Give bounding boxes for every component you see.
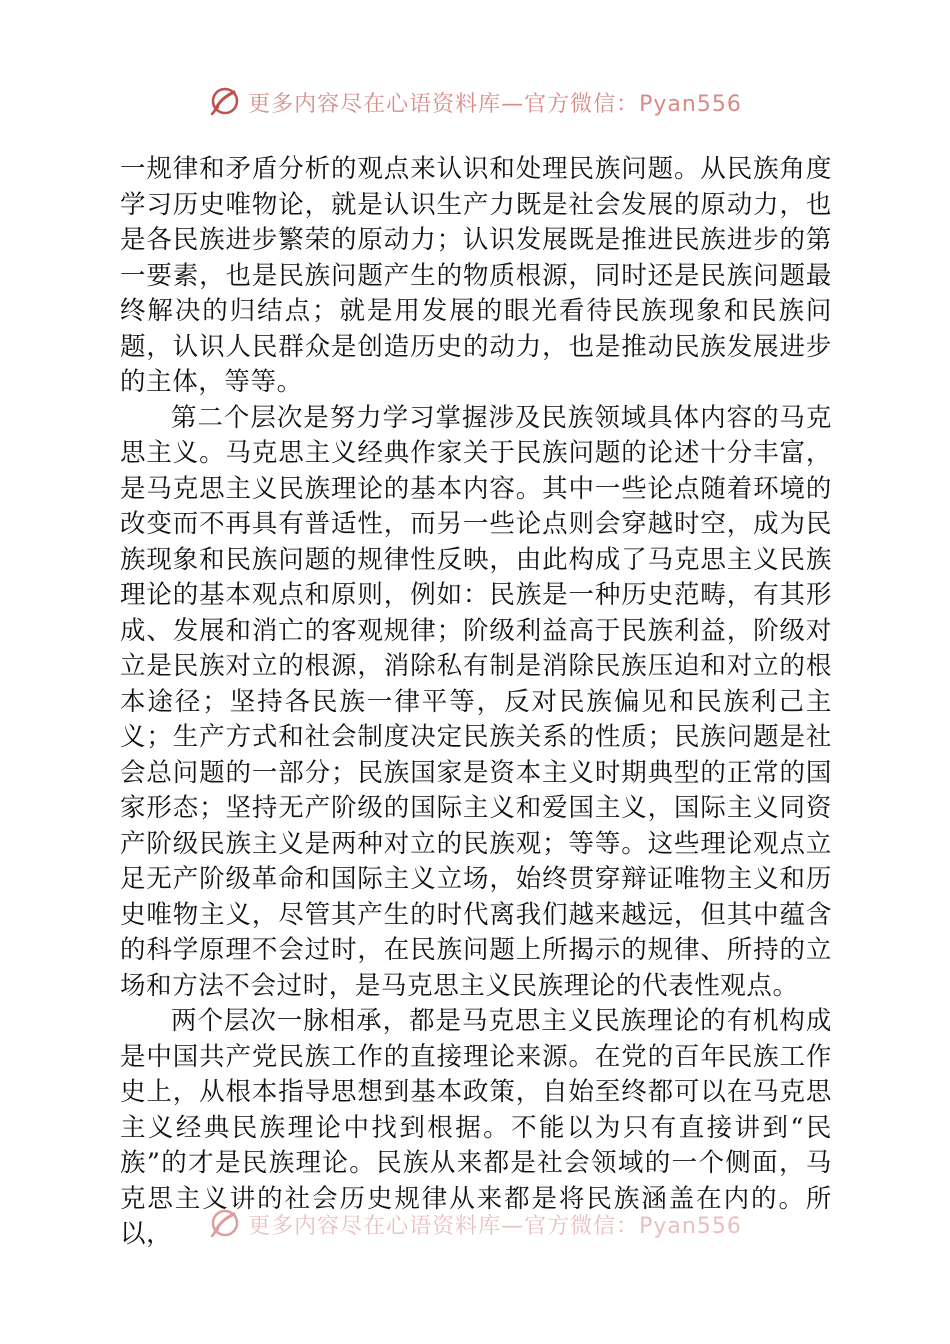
brand-logo-icon	[208, 1208, 240, 1240]
paragraph-2: 第二个层次是努力学习掌握涉及民族领域具体内容的马克思主义。马克思主义经典作家关于民族问题的论述十分丰富，是马克思主义民族理论的基本内容。其中一些论点随着环境的改变而不再具有普适性，而另一些论点则会穿越时空，成为民族现象和民族问题的规律性反映，由此构成了马克思主义民族理论的基本观点和原则，例如：民族是一种历史范畴，有其形成、发展和消亡的客观规律；阶级利益高于民族利益，阶级对立是民族对立的根源，消除私有制是消除民族压迫和对立的根本途径；坚持各民族一律平等，反对民族偏见和民族利己主义；生产方式和社会制度决定民族关系的性质；民族问题是社会总问题的一部分；民族国家是资本主义时期典型的正常的国家形态；坚持无产阶级的国际主义和爱国主义，国际主义同资产阶级民族主义是两种对立的民族观；等等。这些理论观点立足无产阶级革命和国际主义立场，始终贯穿辩证唯物主义和历史唯物主义，尽管其产生的时代离我们越来越远，但其中蕴含的科学原理不会过时，在民族问题上所揭示的规律、所持的立场和方法不会过时，是马克思主义民族理论的代表性观点。	[120, 402, 832, 1001]
header-watermark	[0, 84, 950, 120]
brand-logo-icon	[208, 86, 240, 118]
header-watermark-text: 更多内容尽在心语资料库—官方微信：Pyan556	[248, 91, 742, 117]
paragraph-3: 两个层次一脉相承，都是马克思主义民族理论的有机构成是中国共产党民族工作的直接理论来源。在党的百年民族工作史上，从根本指导思想到基本政策，自始至终都可以在马克思主义经典民族理论中找到根据。不能以为只有直接讲到“民族”的才是民族理论。民族从来都是社会领域的一个侧面，马克思主义讲的社会历史规律从来都是将民族涵盖在内的。所以，	[120, 1006, 832, 1249]
paragraph-1: 一规律和矛盾分析的观点来认识和处理民族问题。从民族角度学习历史唯物论，就是认识生产力既是社会发展的原动力，也是各民族进步繁荣的原动力；认识发展既是推进民族进步的第一要素，也是民族问题产生的物质根源，同时还是民族问题最终解决的归结点；就是用发展的眼光看待民族现象和民族问题，认识人民群众是创造历史的动力，也是推动民族发展进步的主体，等等。	[120, 154, 832, 397]
footer-watermark-text: 更多内容尽在心语资料库—官方微信：Pyan556	[248, 1213, 742, 1239]
document-body	[120, 152, 832, 1253]
footer-watermark	[0, 1206, 950, 1242]
